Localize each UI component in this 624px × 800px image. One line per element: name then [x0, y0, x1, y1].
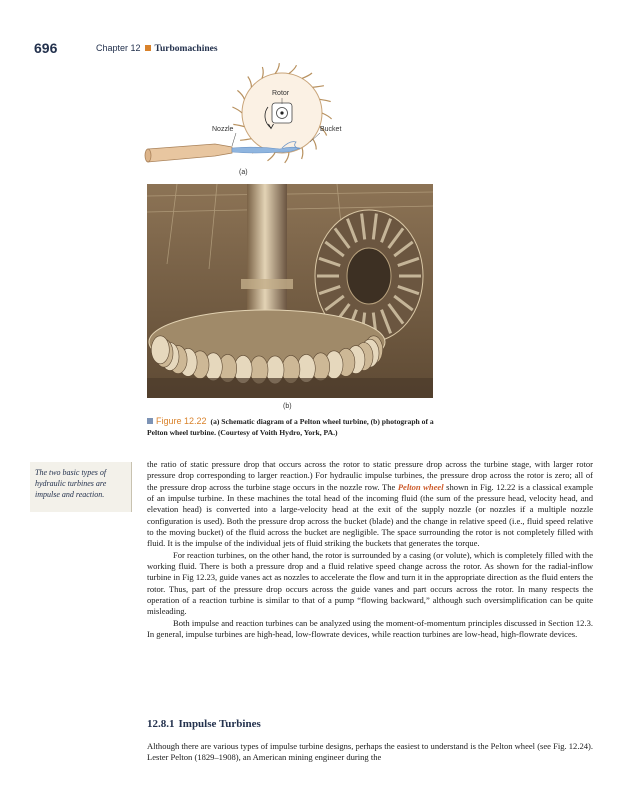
figure-caption: [147, 416, 437, 438]
chapter-title: Turbomachines: [154, 44, 218, 54]
section-number: 12.8.1: [147, 718, 175, 730]
bucket: [232, 107, 242, 113]
foreground-pelton-wheel: [149, 310, 385, 384]
caption-text: (a) Schematic diagram of a Pelton wheel turbine, (b) photograph of a Pelton wheel turbine. (Courtesy of Voith Hydro, York, PA.): [147, 417, 434, 437]
bucket: [275, 63, 279, 74]
page-header: [34, 42, 594, 58]
bucket: [240, 139, 251, 141]
photo-floor: [147, 378, 433, 398]
bucket: [262, 67, 263, 78]
bucket: [320, 99, 331, 101]
shaft-collar: [241, 279, 293, 289]
bucket-label: Bucket: [320, 126, 342, 133]
section-heading: [147, 718, 261, 730]
bucket: [302, 148, 303, 159]
bucket: [302, 73, 312, 78]
nozzle-inlet: [145, 149, 151, 162]
paragraph: Although there are various types of impulse turbine designs, perhaps the easiest to understand is the Pelton wheel (see Fig. 12.24). Lester Pelton (1829–1908), an American mining engineer during the: [147, 741, 593, 763]
pelton-wheel-photo: [147, 184, 433, 398]
margin-note: The two basic types of hydraulic turbines are impulse and reaction.: [30, 462, 132, 512]
bucket: [285, 152, 289, 163]
bucket: [289, 65, 297, 73]
bucket: [313, 86, 324, 88]
square-bullet-icon: [147, 418, 153, 424]
running-head: [96, 43, 218, 54]
body-text: [147, 741, 593, 764]
subfigure-a-label: (a): [239, 169, 248, 176]
page-number: 696: [34, 40, 58, 56]
section-title: Impulse Turbines: [178, 718, 261, 730]
bucket: [151, 336, 169, 364]
bucket: [268, 152, 276, 160]
bucket: [248, 77, 252, 88]
bucket: [237, 90, 244, 99]
pelton-wheel-diagram: [140, 62, 440, 180]
shaft-center: [280, 111, 283, 114]
paragraph: [147, 459, 593, 550]
nozzle: [148, 144, 232, 162]
bucket: [233, 124, 244, 126]
figure-number: Figure 12.22: [156, 416, 207, 426]
nozzle-label: Nozzle: [212, 126, 234, 133]
paragraph-text: shown in Fig. 12.22 is a classical example of an impulse turbine. In these machines the total head of the incoming fluid (the sum of the pressure head, velocity head, and elevation head) is converted into a large-velocity head at the exit of the supply nozzle (or nozzles if a multiple nozzle configuration is used). Both the pressure drop across the bucket (blade) and the change in relative speed (i.e., fluid speed relative to the moving bucket) of the fluid across the bucket are negligible. The space surrounding the rotor is not completely filled with fluid. It is the impulse of the individual jets of fluid striking the buckets that generates the torque.: [147, 481, 593, 549]
key-term: Pelton wheel: [397, 481, 444, 492]
subfigure-b-label: (b): [283, 403, 292, 410]
paragraph: Both impulse and reaction turbines can be analyzed using the moment-of-momentum principles discussed in Section 12.3. In general, impulse turbines are high-head, low-flowrate devices, while reaction turbines are low-head, high-flowrate devices.: [147, 617, 593, 640]
bucket: [322, 113, 332, 119]
nozzle-leader: [232, 133, 236, 146]
body-text: [147, 459, 593, 641]
paragraph: For reaction turbines, on the other hand, the rotor is surrounded by a casing (or volute), which is completely filled with the working fluid. There is both a pressure drop and a fluid relative speed change across the rotor. As shown for the radial-inflow turbine in Fig 12.23, guide vanes act as nozzles to accelerate the flow and turn it in the appropriate direction as the fluid enters the rotor. Thus, part of the pressure drop occurs across the guide vanes and part occurs across the rotor. In many respects the operation of a reaction turbine is similar to that of a pump “flowing backward,” although such oversimplification can be quite misleading.: [147, 549, 593, 617]
bucket: [313, 139, 317, 150]
square-bullet-icon: [145, 45, 151, 51]
paragraph-text: the ratio of static pressure drop that occurs across the rotor to static pressure drop across the turbine stage, with larger rotor pressure drop corresponding to larger reaction.) For hydraulic impulse turbines, the pressure drop across the rotor is zero; all of the pressure drop across the turbine stage occurs in the nozzle row. The: [147, 459, 593, 492]
rotor-label: Rotor: [272, 90, 290, 97]
chapter-label: Chapter 12: [96, 43, 141, 53]
